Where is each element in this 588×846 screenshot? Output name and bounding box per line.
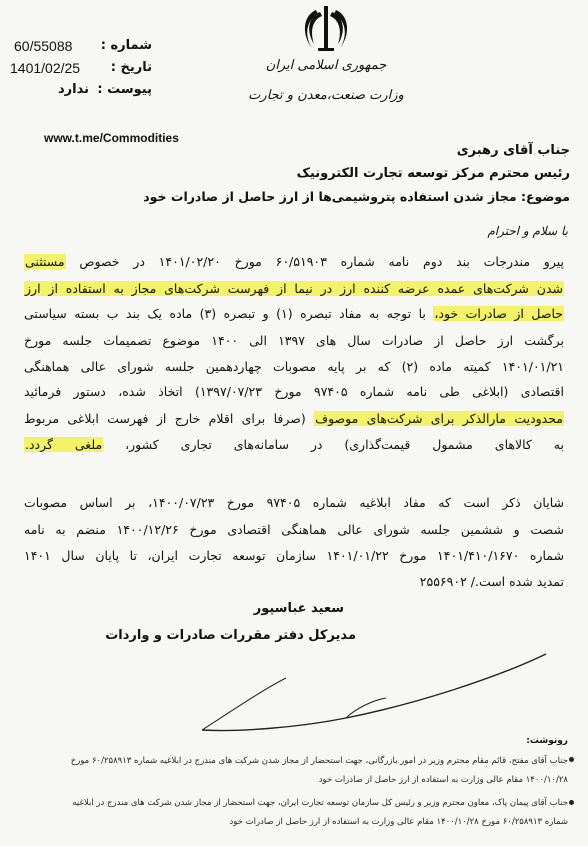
attachment-value: ندارد	[58, 82, 90, 97]
greeting: با سلام و احترام	[487, 224, 568, 238]
body-text: (صرفا برای اقلام خارج از فهرست ابلاغی مربوط	[24, 411, 315, 426]
body-text: با توجه به مفاد تبصره (۱) و تبصره (۳) ماده یک بند ب بسته سیاستی	[24, 306, 434, 321]
body-line	[24, 252, 564, 271]
body-line: تمدید شده است./ ۲۵۵۶۹۰۲	[419, 574, 564, 589]
body-line	[24, 279, 564, 298]
cc-label: رونوشت:	[526, 736, 568, 746]
body-text: اقتصادی (ابلاغی طی نامه شماره ۹۷۴۰۵ مورخ ۱۳۹۷/۰۷/۲۳) اتخاذ شده، دستور فرمائید	[24, 384, 564, 399]
body-line: شماره ۱۴۰۱/۴۱۰/۱۶۷۰ مورخ ۱۴۰۱/۰۱/۲۲ سازمان توسعه تجارت ایران، تا پایان سال ۱۴۰۱	[24, 548, 564, 563]
signatory-name: سعید عباسپور	[253, 601, 344, 616]
body-text: ۱۴۰۱/۰۱/۲۱ کمیته ماده (۲) که بر پایه مصوبات چهاردهمین جلسه شورای عالی هماهنگی	[24, 359, 565, 374]
body-line	[24, 435, 564, 454]
subject-line: موضوع: مجاز شدن استفاده پتروشیمی‌ها از ارز حاصل از صادرات خود	[143, 189, 570, 204]
addressee-name: جناب آقای رهبری	[456, 143, 570, 158]
letter-date-label: تاریخ :	[110, 60, 152, 75]
cc-line: شماره ۶۰/۲۵۸۹۱۳ مورخ ۱۴۰۰/۱۰/۲۸ مقام عالی وزارت به استفاده از ارز حاصل از صادرات خود	[229, 817, 568, 827]
letterhead-country: جمهوری اسلامی ایران	[265, 58, 387, 73]
cc-line: جناب آقای پیمان پاک، معاون محترم وزیر و رئیس کل سازمان توسعه تجارت ایران، جهت استحضار از مجاز شدن شرکت های مندرج در ابلاغیه	[72, 798, 568, 808]
body-line	[24, 357, 564, 376]
cc-bullet-icon	[569, 757, 574, 762]
highlighted-text: ملغی گردد.	[25, 437, 103, 452]
letter-number: 60/55088	[14, 38, 73, 54]
letterhead-ministry: وزارت صنعت،معدن و تجارت	[248, 88, 404, 103]
letter-date: 1401/02/25	[10, 60, 81, 76]
body-line	[24, 409, 564, 428]
meta-block	[10, 38, 160, 104]
cc-line: ۱۴۰۰/۱۰/۲۸ مقام عالی وزارت به استفاده از ارز حاصل از صادرات خود	[318, 775, 568, 785]
addressee-title: رئیس محترم مرکز توسعه تجارت الکترونیک	[296, 166, 570, 181]
body-line	[24, 382, 564, 401]
body-text: برگشت ارز حاصل از صادرات سال های ۱۳۹۷ الی ۱۴۰۰ موضوع تصمیمات جلسه مورخ	[24, 333, 564, 348]
body-text: به کالاهای مشمول قیمت‌گذاری) در سامانه‌های تجاری کشور،	[103, 437, 564, 452]
signatory-title: مدیرکل دفتر مقررات صادرات و واردات	[105, 628, 356, 643]
body-text: پیرو مندرجات بند دوم نامه شماره ۶۰/۵۱۹۰۳ مورخ ۱۴۰۱/۰۲/۲۰ در خصوص	[65, 254, 564, 269]
channel-link[interactable]: www.t.me/Commodities	[44, 131, 179, 145]
letter-number-label: شماره :	[100, 38, 152, 53]
body-line	[24, 304, 564, 323]
highlighted-text: محدودیت مارالذکر برای شرکت‌های موصوف	[315, 411, 563, 426]
body-line: شایان ذکر است که مفاد ابلاغیه شماره ۹۷۴۰۵ مورخ ۱۴۰۰/۰۷/۲۳، بر اساس مصوبات	[24, 495, 564, 510]
body-line: شصت و ششمین جلسه شورای عالی هماهنگی اقتصادی مورخ ۱۴۰۰/۱۲/۲۶ منضم به نامه	[24, 522, 564, 537]
highlighted-text: شدن شرکت‌های عمده عرضه کننده ارز در نیما از فهرست شرکت‌های مجاز به استفاده از ارز	[25, 281, 563, 296]
cc-line: جناب آقای مفتح، قائم مقام محترم وزیر در امور بازرگانی، جهت استحضار از مجاز شدن شرکت های مندرج در ابلاغیه شماره ۶۰/۲۵۸۹۱۳ مورخ	[70, 756, 568, 766]
highlighted-text: حاصل از صادرات خود،	[434, 306, 564, 321]
iran-emblem-icon	[298, 2, 354, 54]
body-line	[24, 331, 564, 350]
cc-bullet-icon	[569, 800, 574, 805]
highlighted-text: مستثنی	[25, 254, 65, 269]
attachment-label: پیوست :	[97, 82, 152, 97]
signature-scribble-icon	[196, 648, 556, 738]
